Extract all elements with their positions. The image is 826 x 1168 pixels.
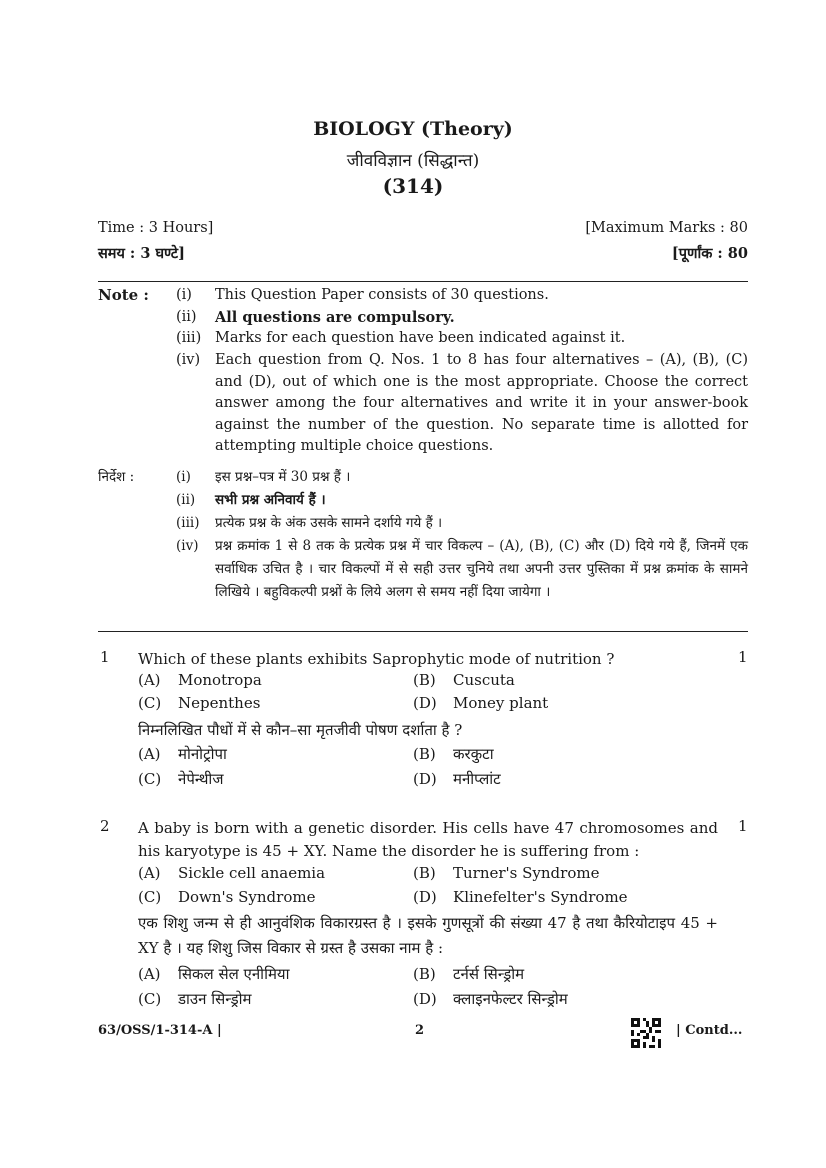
time-english: Time : 3 Hours] — [98, 220, 214, 236]
question-number: 1 — [100, 648, 110, 666]
option-label: (D) — [413, 990, 437, 1008]
option-text: Cuscuta — [453, 671, 515, 689]
note-label: Note : — [98, 286, 149, 304]
option-text: Nepenthes — [178, 694, 261, 712]
note-item — [176, 307, 748, 329]
question-text-english: A baby is born with a genetic disorder. His cells have 47 chromosomes and his karyotype is 45 + XY. Name the disorder he is suffering from : — [138, 819, 718, 860]
option-text: सिकल सेल एनीमिया — [178, 965, 290, 983]
option-label: (C) — [138, 888, 162, 906]
option-text: नेपेन्थीज — [178, 770, 224, 788]
option-text: Monotropa — [178, 671, 262, 689]
question-text-hindi: एक शिशु जन्म से ही आनुवंशिक विकारग्रस्त है । इसके गुणसूत्रों की संख्या 47 है तथा कैरियोटाइप 45 + XY है । यह शिशु जिस विकार से ग्रस्त है उसका नाम है : — [138, 914, 718, 957]
note-item-text: Marks for each question have been indicated against it. — [215, 330, 626, 346]
option — [413, 888, 628, 906]
option-label: (A) — [138, 965, 161, 983]
note-item-number: (iv) — [176, 538, 199, 554]
option-text: Down's Syndrome — [178, 888, 316, 906]
question-marks: 1 — [738, 648, 748, 666]
option-text: Turner's Syndrome — [453, 864, 600, 882]
note-item-hindi — [176, 512, 748, 535]
option-label: (D) — [413, 770, 437, 788]
paper-code: (314) — [382, 174, 444, 198]
option — [138, 694, 260, 712]
question-marks: 1 — [738, 817, 748, 835]
note-item — [176, 350, 748, 458]
option-text: टर्नर्स सिन्ड्रोम — [453, 965, 525, 983]
note-item-number: (i) — [176, 469, 191, 485]
divider — [98, 281, 748, 282]
note-item-hindi — [176, 466, 748, 489]
max-marks-english: [Maximum Marks : 80 — [585, 220, 748, 236]
option-text: क्लाइनफेल्टर सिन्ड्रोम — [453, 990, 568, 1008]
paper-title-hindi: जीवविज्ञान (सिद्धान्त) — [346, 151, 480, 171]
option-text: Sickle cell anaemia — [178, 864, 326, 882]
option — [413, 864, 599, 882]
option-text: मोनोट्रोपा — [178, 745, 227, 763]
option-label: (A) — [138, 671, 161, 689]
option-text: करकुटा — [453, 745, 494, 763]
note-item-number: (i) — [176, 287, 192, 303]
question-text-english: Which of these plants exhibits Saprophytic mode of nutrition ? — [138, 650, 615, 668]
question-text-hindi: निम्नलिखित पौधों में से कौन–सा मृतजीवी पोषण दर्शाता है ? — [138, 721, 463, 739]
option — [413, 769, 501, 789]
option-label: (A) — [138, 745, 161, 763]
option-label: (B) — [413, 671, 436, 689]
option-label: (A) — [138, 864, 161, 882]
note-item-number: (ii) — [176, 309, 197, 325]
note-item-hindi — [176, 489, 748, 512]
note-item-text: प्रत्येक प्रश्न के अंक उसके सामने दर्शाये गये हैं । — [215, 515, 443, 531]
option — [413, 964, 524, 984]
option-label: (C) — [138, 694, 162, 712]
note-item-number: (iii) — [176, 515, 200, 531]
note-item-text: इस प्रश्न–पत्र में 30 प्रश्न हैं । — [215, 469, 351, 485]
note-item-text: सभी प्रश्न अनिवार्य हैं । — [215, 492, 326, 508]
note-item-number: (iv) — [176, 352, 201, 368]
note-item-number: (iii) — [176, 330, 202, 346]
option-label: (B) — [413, 864, 436, 882]
option — [138, 888, 315, 906]
footer-page-number: 2 — [415, 1023, 425, 1038]
option-label: (B) — [413, 745, 436, 763]
option — [138, 769, 223, 789]
option-label: (D) — [413, 694, 437, 712]
option — [138, 864, 325, 882]
option — [138, 964, 290, 984]
option — [413, 694, 548, 712]
option — [138, 744, 227, 764]
time-hindi: समय : 3 घण्टे] — [98, 245, 185, 262]
option — [413, 744, 494, 764]
option-label: (D) — [413, 888, 437, 906]
option-label: (B) — [413, 965, 436, 983]
note-item-text: Each question from Q. Nos. 1 to 8 has four alternatives – (A), (B), (C) and (D), out of which one is the most appropriate. Choose the correct answer among the four alternatives and write it in your answer-book against the number of the question. No separate time is allotted for attempting multiple choice questions. — [215, 352, 748, 454]
note-item-text: प्रश्न क्रमांक 1 से 8 तक के प्रत्येक प्रश्न में चार विकल्प – (A), (B), (C) और (D) दिये गये हैं, जिनमें एक सर्वाधिक उचित है । चार विकल्पों में से सही उत्तर चुनिये तथा अपनी उत्तर पुस्तिका में प्रश्न क्रमांक के सामने लिखिये । बहुविकल्पी प्रश्नों के लिये अलग से समय नहीं दिया जायेगा । — [215, 538, 748, 600]
note-label-hindi: निर्देश : — [98, 469, 135, 485]
option-text: Money plant — [453, 694, 549, 712]
note-item-text: This Question Paper consists of 30 questions. — [215, 287, 549, 303]
note-item-text: All questions are compulsory. — [215, 309, 455, 326]
option-text: डाउन सिन्ड्रोम — [178, 990, 252, 1008]
option — [138, 671, 262, 689]
note-item-number: (ii) — [176, 492, 196, 508]
note-item — [176, 285, 748, 307]
question-number: 2 — [100, 817, 110, 835]
option — [138, 989, 252, 1009]
divider — [98, 631, 748, 632]
note-item — [176, 328, 748, 350]
option-label: (C) — [138, 990, 162, 1008]
option-text: मनीप्लांट — [453, 770, 501, 788]
option — [413, 989, 568, 1009]
option — [413, 671, 515, 689]
max-marks-hindi: [पूर्णांक : 80 — [671, 245, 748, 262]
footer-paper-code: 63/OSS/1-314-A | — [98, 1023, 222, 1038]
paper-title-english: BIOLOGY (Theory) — [313, 118, 513, 140]
qr-code-icon — [631, 1018, 661, 1048]
note-item-hindi — [176, 535, 748, 604]
footer-continued: | Contd... — [676, 1023, 743, 1038]
option-text: Klinefelter's Syndrome — [453, 888, 628, 906]
option-label: (C) — [138, 770, 162, 788]
